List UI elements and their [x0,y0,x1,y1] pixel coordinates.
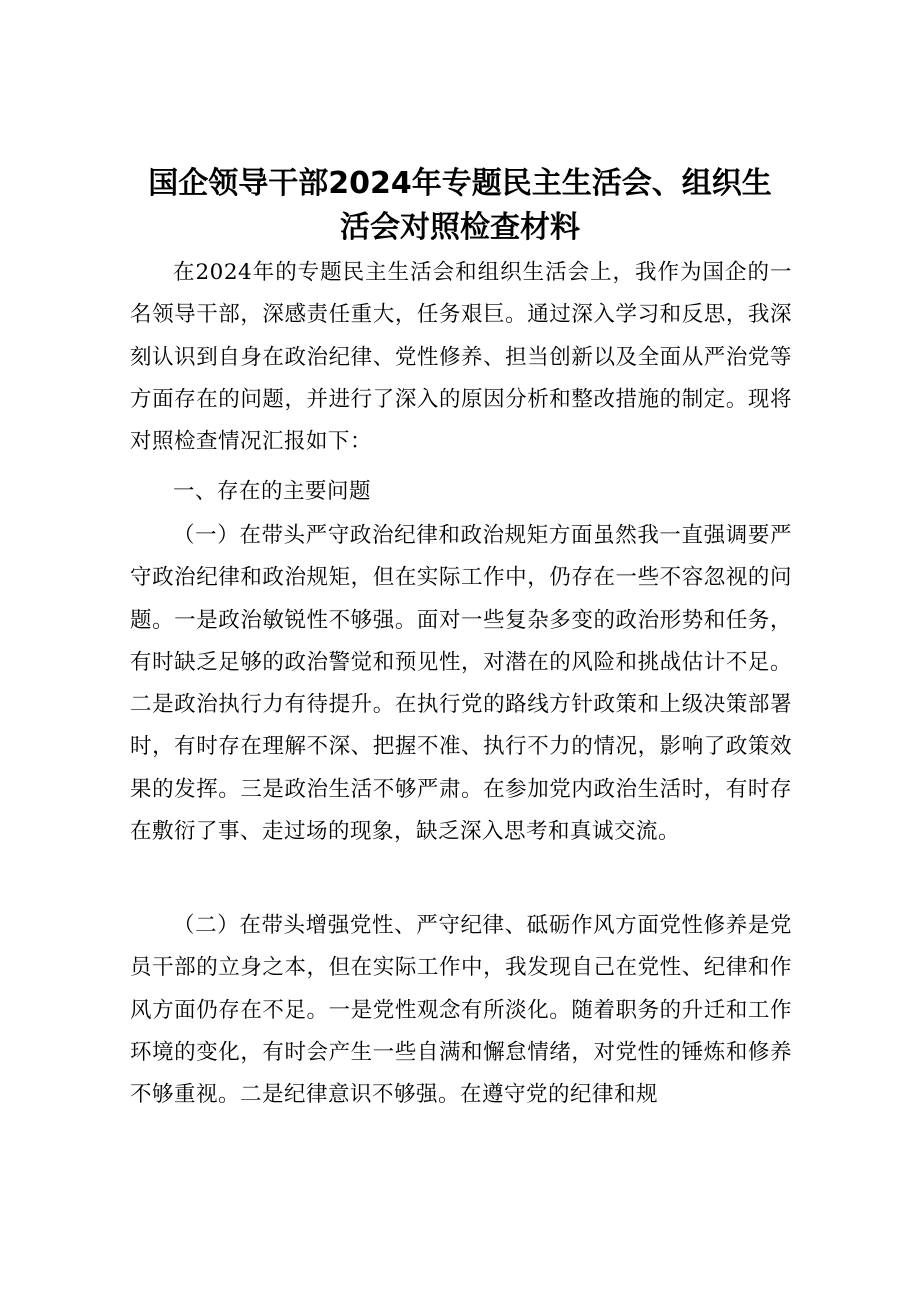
section-heading-main-problems: 一、存在的主要问题 [173,479,372,504]
problem-item-2-paragraph: （二）在带头增强党性、严守纪律、砥砺作风方面党性修养是党员干部的立身之本，但在实际工作中，我发现自己在党性、纪律和作风方面仍存在不足。一是党性观念有所淡化。随着职务的升迁和工作环境的变化，有时会产生一些自满和懈怠情绪，对党性的锤炼和修养不够重视。二是纪律意识不够强。在遵守党的纪律和规 [130,913,792,1108]
document-title-line-1: 国企领导干部2024年专题民主生活会、组织生 [148,166,772,201]
document-title-line-2: 活会对照检查材料 [340,210,580,245]
intro-paragraph: 在2024年的专题民主生活会和组织生活会上，我作为国企的一名领导干部，深感责任重大，任务艰巨。通过深入学习和反思，我深刻认识到自身在政治纪律、党性修养、担当创新以及全面从严治党等方面存在的问题，并进行了深入的原因分析和整改措施的制定。现将对照检查情况汇报如下： [130,260,792,455]
problem-item-1-paragraph: （一）在带头严守政治纪律和政治规矩方面虽然我一直强调要严守政治纪律和政治规矩，但在实际工作中，仍存在一些不容忽视的问题。一是政治敏锐性不够强。面对一些复杂多变的政治形势和任务，有时缺乏足够的政治警觉和预见性，对潜在的风险和挑战估计不足。二是政治执行力有待提升。在执行党的路线方针政策和上级决策部署时，有时存在理解不深、把握不准、执行不力的情况，影响了政策效果的发挥。三是政治生活不够严肃。在参加党内政治生活时，有时存在敷衍了事、走过场的现象，缺乏深入思考和真诚交流。 [130,523,792,845]
